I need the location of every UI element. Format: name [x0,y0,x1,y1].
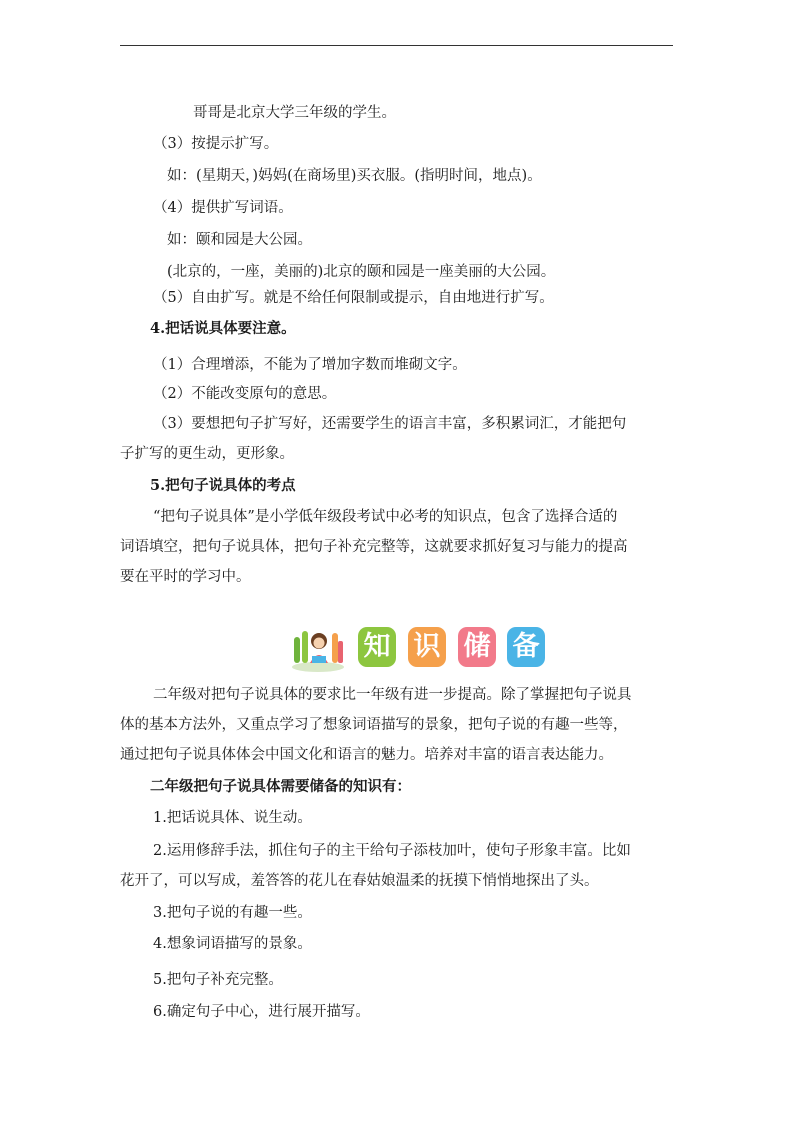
text-line: 如：(星期天，)妈妈(在商场里)买衣服。(指明时间，地点)。 [167,168,542,184]
banner-char: 备 [507,627,545,667]
text-line: 通过把句子说具体体会中国文化和语言的魅力。培养对丰富的语言表达能力。 [120,747,613,763]
section-heading: 5.把句子说具体的考点 [150,477,296,494]
knowledge-banner [288,623,548,673]
banner-char: 储 [458,627,496,667]
text-line: 词语填空，把句子说具体，把句子补充完整等，这就要求抓好复习与能力的提高 [120,539,628,555]
text-line: 子扩写的更生动，更形象。 [120,446,294,462]
text-line: （2）不能改变原句的意思。 [153,386,337,402]
section-heading: 4.把话说具体要注意。 [150,320,296,337]
banner-char: 识 [408,627,446,667]
banner-char: 知 [358,627,396,667]
text-line: 1.把话说具体、说生动。 [153,810,312,826]
header-rule [120,45,673,46]
text-line: 6.确定句子中心，进行展开描写。 [153,1004,370,1020]
text-line: 5.把句子补充完整。 [153,972,283,988]
text-line: 二年级对把句子说具体的要求比一年级有进一步提高。除了掌握把句子说具 [153,687,632,703]
text-line: 花开了，可以写成，羞答答的花儿在春姑娘温柔的抚摸下悄悄地探出了头。 [120,873,599,889]
text-line: （3）要想把句子扩写好，还需要学生的语言丰富，多积累词汇，才能把句 [153,416,627,432]
text-line: 2.运用修辞手法，抓住句子的主干给句子添枝加叶，使句子形象丰富。比如 [153,843,631,859]
text-line: 要在平时的学习中。 [120,569,251,585]
text-line: 哥哥是北京大学三年级的学生。 [193,105,396,121]
text-line: (北京的，一座，美丽的)北京的颐和园是一座美丽的大公园。 [167,264,556,280]
text-line: （5）自由扩写。就是不给任何限制或提示，自由地进行扩写。 [153,290,554,306]
text-line: （4）提供扩写词语。 [153,200,293,216]
text-line: 3.把句子说的有趣一些。 [153,905,312,921]
text-line: （3）按提示扩写。 [153,136,279,152]
text-line: 体的基本方法外，又重点学习了想象词语描写的景象，把句子说的有趣一些等， [120,717,628,733]
text-line: （1）合理增添，不能为了增加字数而堆砌文字。 [153,357,467,373]
text-line: 4.想象词语描写的景象。 [153,936,312,952]
text-line: “把句子说具体”是小学低年级段考试中必考的知识点，包含了选择合适的 [153,509,618,525]
reading-girl-icon [288,623,348,673]
section-heading: 二年级把句子说具体需要储备的知识有： [150,778,411,795]
text-line: 如：颐和园是大公园。 [167,232,312,248]
